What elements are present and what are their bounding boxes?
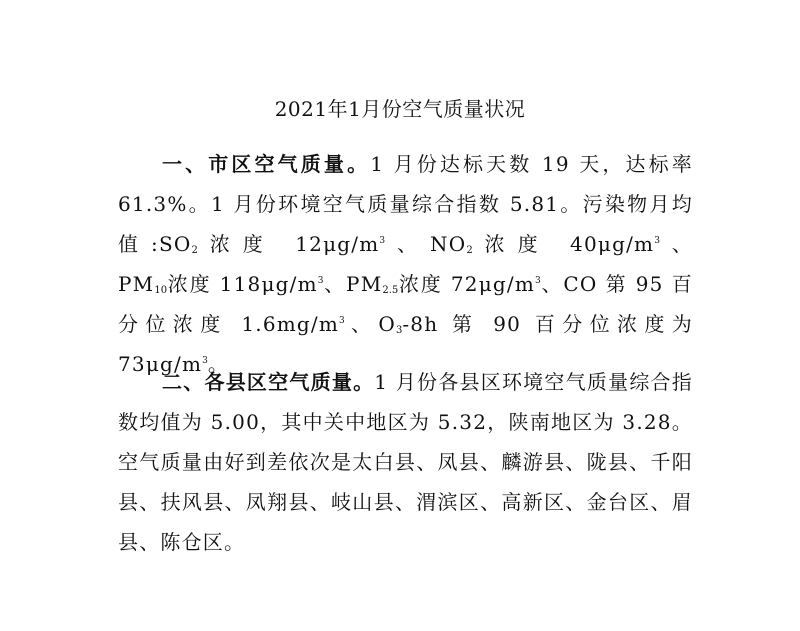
- document-title: 2021年1月份空气质量状况: [274, 97, 526, 121]
- no2-value: $NO_2$浓度 $40\mu g/m^3$、: [430, 232, 694, 256]
- section-1-paragraph: [118, 144, 693, 384]
- section-1-heading: 一、市区空气质量。: [162, 152, 371, 176]
- pm10-value: $PM_{10}$浓度 $118\mu g/m^3$、: [118, 272, 347, 296]
- pm25-value: $PM_{2.5}$浓度 $72\mu g/m^3$、: [346, 272, 564, 296]
- section-2-body: 1 月份各县区环境空气质量综合指数均值为 5.00，其中关中地区为 5.32，陕南地区为 3.28。空气质量由好到差依次是太白县、凤县、麟游县、陇县、千阳县、扶风县、凤翔县、岐山县、渭滨区、高新区、金台区、眉县、陈仓区。: [118, 370, 693, 554]
- section-2-heading: 二、各县区空气质量。: [162, 370, 375, 394]
- section-1-intro: 1 月份达标天数 19 天，达标率 61.3%。1 月份环境空气质量综合指数 5.81。污染物月均值:: [118, 152, 693, 256]
- so2-value: $SO_2$浓度 $12\mu g/m^3$、: [159, 232, 431, 256]
- co-value: CO 第 95 百分位浓度 $1.6mg/m^3$、: [118, 272, 693, 336]
- o3-value: $O_3-8h$ 第 90 百分位浓度为 $73\mu g/m^3$。: [118, 312, 693, 376]
- section-2-paragraph: [118, 362, 693, 562]
